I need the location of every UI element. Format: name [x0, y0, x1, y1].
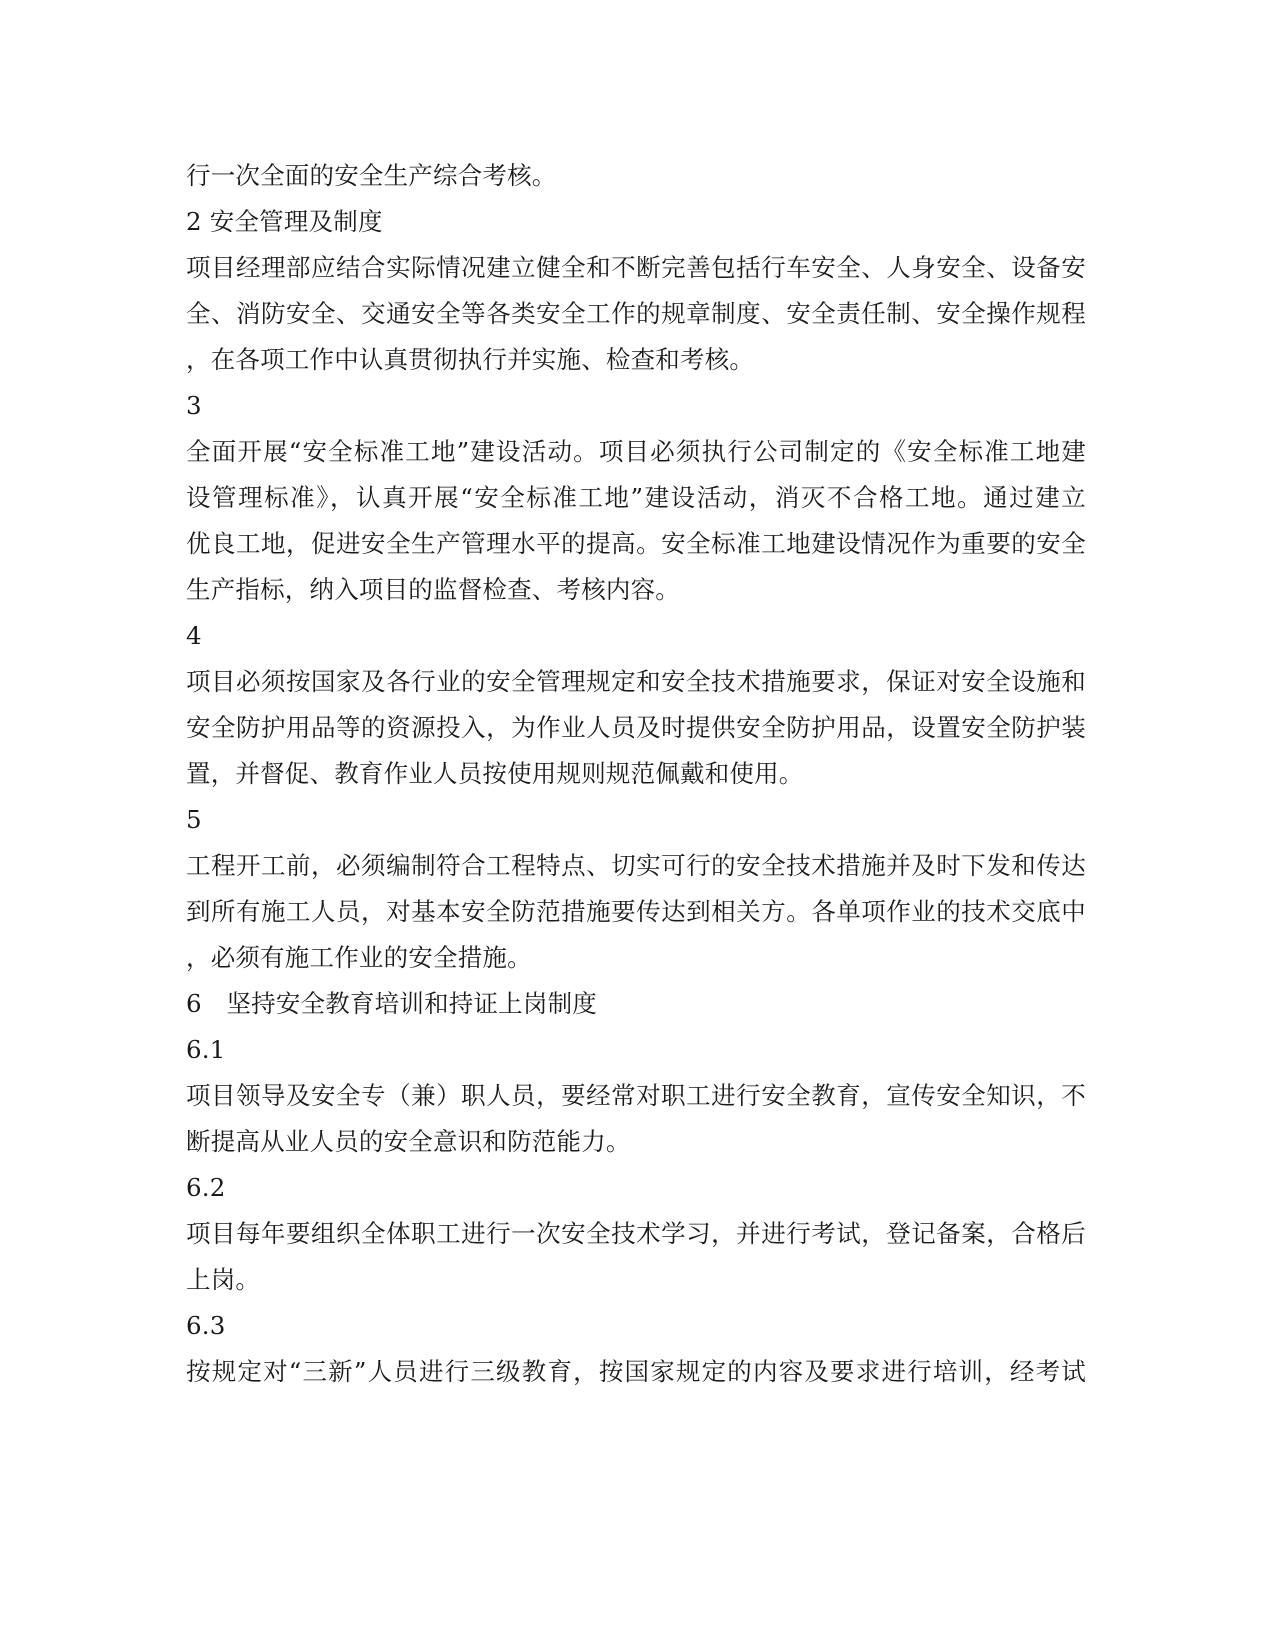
text-line: 行一次全面的安全生产综合考核。 [186, 161, 557, 190]
text-line: ，在各项工作中认真贯彻执行并实施、检查和考核。 [186, 345, 755, 374]
text-line: 到所有施工人员，对基本安全防范措施要传达到相关方。各单项作业的技术交底中 [186, 897, 1086, 926]
text-line: 设管理标准》，认真开展“安全标准工地”建设活动，消灭不合格工地。通过建立 [186, 483, 1086, 512]
text-line: 按规定对“三新”人员进行三级教育，按国家规定的内容及要求进行培训，经考试 [186, 1357, 1086, 1386]
section-number: 4 [186, 621, 202, 650]
text-line: 生产指标，纳入项目的监督检查、考核内容。 [186, 575, 680, 604]
text-line: 工程开工前，必须编制符合工程特点、切实可行的安全技术措施并及时下发和传达 [186, 851, 1086, 880]
section-number: 6.2 [186, 1173, 226, 1202]
section-heading: 2 安全管理及制度 [186, 207, 383, 236]
text-line: 置，并督促、教育作业人员按使用规则规范佩戴和使用。 [186, 759, 804, 788]
section-number: 6.3 [186, 1311, 226, 1340]
text-line: 上岗。 [186, 1265, 261, 1294]
text-line: 项目必须按国家及各行业的安全管理规定和安全技术措施要求，保证对安全设施和 [186, 667, 1086, 696]
text-line: 断提高从业人员的安全意识和防范能力。 [186, 1127, 631, 1156]
section-number: 3 [186, 391, 202, 420]
text-line: 项目领导及安全专（兼）职人员，要经常对职工进行安全教育，宣传安全知识，不 [186, 1081, 1086, 1110]
text-line: 安全防护用品等的资源投入，为作业人员及时提供安全防护用品，设置安全防护装 [186, 713, 1086, 742]
text-line: 全、消防安全、交通安全等各类安全工作的规章制度、安全责任制、安全操作规程 [186, 299, 1086, 328]
text-line: 项目经理部应结合实际情况建立健全和不断完善包括行车安全、人身安全、设备安 [186, 253, 1086, 282]
text-line: 项目每年要组织全体职工进行一次安全技术学习，并进行考试，登记备案，合格后 [186, 1219, 1086, 1248]
section-heading: 6 坚持安全教育培训和持证上岗制度 [186, 989, 597, 1018]
text-line: 优良工地，促进安全生产管理水平的提高。安全标准工地建设情况作为重要的安全 [186, 529, 1086, 558]
text-line: 全面开展“安全标准工地”建设活动。项目必须执行公司制定的《安全标准工地建 [186, 437, 1086, 466]
section-number: 6.1 [186, 1035, 226, 1064]
section-number: 5 [186, 805, 202, 834]
text-line: ，必须有施工作业的安全措施。 [186, 943, 532, 972]
